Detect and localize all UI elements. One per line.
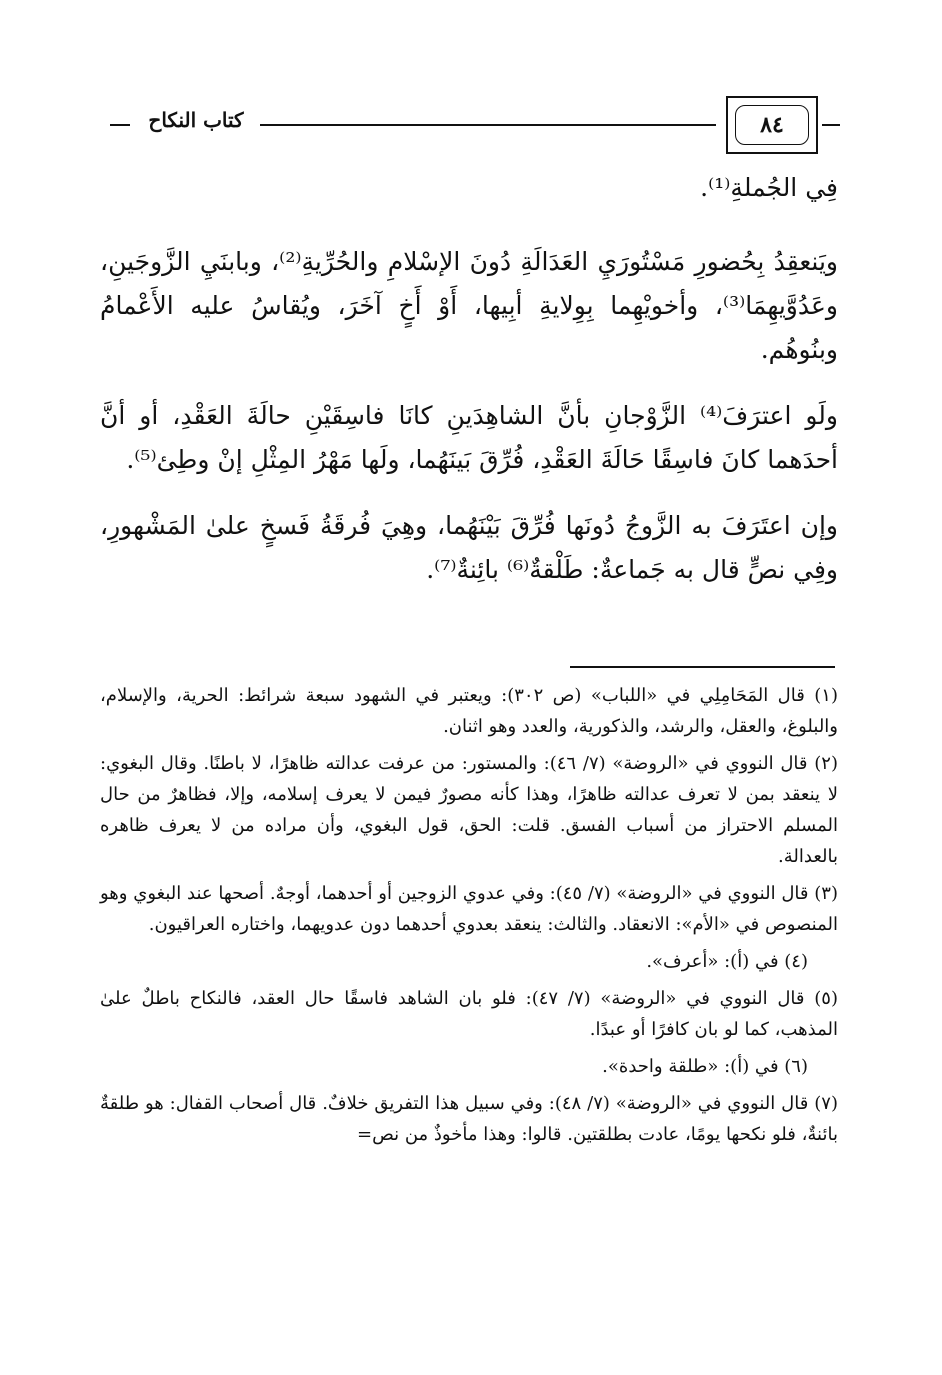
paragraph: وإن اعتَرَفَ به الزَّوجُ دُونَها فُرِّقَ بَيْنَهُما، وهِيَ فُرقَةُ فَسخٍ علىٰ المَشْهورِ، وفِي نصٍّ قال به جَماعةٌ: طَلْقةٌ⁽⁶⁾ بائِنةٌ⁽⁷⁾. (100, 511, 838, 584)
footnotes (100, 680, 838, 1156)
footnote: (٦) في (أ): «طلقة واحدة». (602, 1056, 808, 1077)
footnote: (١) قال المَحَامِلِي في «اللباب» (ص ٣٠٢): ويعتبر في الشهود سبعة شرائط: الحرية، والإسلام، والبلوغ، والعقل، والرشد، والذكورية، والعدد وهو اثنان. (100, 685, 838, 737)
header-rule-left (110, 124, 130, 126)
footnote: (٤) في (أ): «أعرف». (646, 951, 808, 972)
footnote-separator (570, 666, 835, 668)
header-rule-right (822, 124, 840, 126)
book-title: كتاب النكاح (148, 108, 244, 132)
footnote: (٢) قال النووي في «الروضة» (٧/ ٤٦): والمستور: من عرفت عدالته ظاهرًا، لا باطنًا. وقال البغوي: لا ينعقد بمن لا تعرف عدالته ظاهرًا، وهذا كأنه مصورٌ فيمن لا يعرف إسلامه، وإلا، فظاهرٌ من حال المسلم الاحتراز من أسباب الفسق. قلت: الحق، قول البغوي، وأن مراده من لا يعرف ظاهره بالعدالة. (100, 753, 838, 867)
page-header (100, 96, 840, 154)
footnote: (٥) قال النووي في «الروضة» (٧/ ٤٧): فلو بان الشاهد فاسقًا حال العقد، فالنكاح باطلٌ علىٰ المذهب، كما لو بان كافرًا أو عبدًا. (100, 988, 838, 1040)
paragraph: فِي الجُملةِ⁽¹⁾. (700, 173, 838, 202)
footnote: (٣) قال النووي في «الروضة» (٧/ ٤٥): وفي عدوي الزوجين أو أحدهما، أوجهٌ. أصحها عند البغوي وهو المنصوص في «الأم»: الانعقاد. والثالث: ينعقد بعدوي أحدهما دون عدويهما، واختاره العراقيون. (100, 883, 838, 935)
paragraph: ولَو اعترَفَ⁽⁴⁾ الزَّوْجانِ بأنَّ الشاهِدَينِ كانَا فاسِقَيْنِ حالَةَ العَقْدِ، أو أنَّ أحدَهما كانَ فاسِقًا حَالَةَ العَقْدِ، فُرِّقَ بَينَهُما، ولَها مَهْرُ المِثْلِ إنْ وطِئ⁽⁵⁾. (100, 401, 838, 474)
page-number-frame (726, 96, 818, 154)
footnote: (٧) قال النووي في «الروضة» (٧/ ٤٨): وفي سبيل هذا التفريق خلافٌ. قال أصحاب القفال: هو طلقةٌ بائنةٌ، فلو نكحها يومًا، عادت بطلقتين. قالوا: وهذا مأخوذٌ من نص= (100, 1093, 838, 1145)
page-number: ٨٤ (735, 105, 809, 145)
header-rule-middle (260, 124, 716, 126)
paragraph: ويَنعقِدُ بِحُضورِ مَسْتُورَيِ العَدَالَةِ دُونَ الإسْلامِ والحُرِّيةِ⁽²⁾، وبابنَيِ الزَّوجَينِ، وعَدُوَّيهِمَا⁽³⁾، وأخويْهِما بِوِلايةِ أبِيها، أَوْ أَخٍ آخَرَ، ويُقاسُ عليه الأَعْمامُ وبنُوهُم. (100, 247, 838, 364)
main-text (100, 166, 838, 614)
